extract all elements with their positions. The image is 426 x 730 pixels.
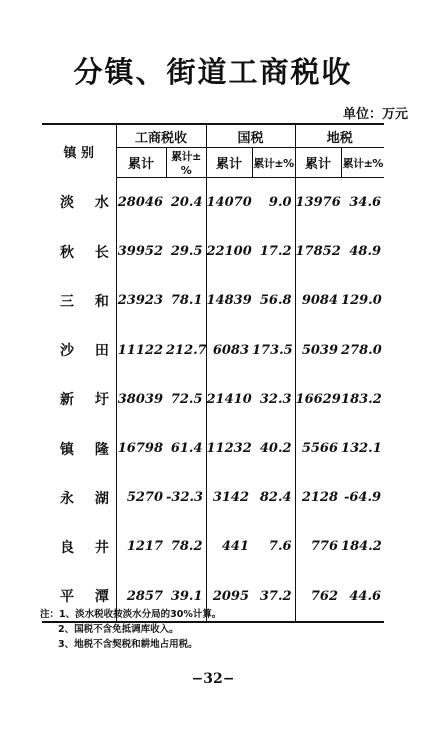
region-name-cell: 平 潭 [42,572,116,622]
page-number: −32− [191,671,235,687]
group-header-local: 地税 [295,124,384,148]
value-cell: 20.4 [170,195,203,211]
table-row [42,473,384,522]
col-header-cumulative: 累计 [206,148,252,178]
region-header: 镇 别 [42,124,116,178]
value-cell: 2857 [116,572,166,622]
table-row [42,424,384,473]
value-cell: 184.2 [341,539,382,555]
col-header-change: 累计±% [252,148,295,178]
value-cell: 40.2 [259,441,292,457]
table-row [42,375,384,424]
value-cell: 39.1 [166,572,206,622]
value-cell: 21410 [206,375,252,424]
value-cell: 44.6 [341,572,384,622]
group-header-total: 工商税收 [116,124,206,148]
value-cell: 72.5 [170,391,203,407]
value-cell: 34.6 [349,195,382,211]
region-name-cell: 永 湖 [60,490,117,507]
value-cell: 9084 [295,276,341,325]
value-cell: 78.1 [170,293,203,309]
value-cell: 22100 [206,227,252,276]
value-cell: 1217 [116,522,166,571]
value-cell: 11122 [116,326,166,375]
value-cell: 82.4 [259,490,292,506]
value-cell: 9.0 [268,195,292,211]
value-cell: 11232 [206,424,252,473]
value-cell: 28046 [116,178,166,228]
table-row [42,326,384,375]
footnote: 注：1、淡水税收按淡水分局的30%计算。 [40,609,222,620]
col-header-change: 累计±% [341,148,384,178]
region-name-cell: 秋 长 [60,244,117,261]
value-cell: 29.5 [170,244,203,260]
value-cell: 37.2 [252,572,295,622]
value-cell: 38039 [116,375,166,424]
table-row [42,227,384,276]
value-cell: 5566 [295,424,341,473]
region-name-cell: 淡 水 [60,195,117,212]
footnote: 3、地税不含契税和耕地占用税。 [58,639,198,650]
value-cell: 132.1 [341,441,382,457]
value-cell: 23923 [116,276,166,325]
value-cell: 5039 [295,326,341,375]
col-header-change: 累计±% [166,148,206,178]
value-cell: 16798 [116,424,166,473]
value-cell: 39952 [116,227,166,276]
region-name-cell: 镇 隆 [60,441,117,458]
value-cell: 17.2 [259,244,292,260]
col-header-cumulative: 累计 [116,148,166,178]
value-cell: 441 [206,522,252,571]
value-cell: 78.2 [170,539,203,555]
value-cell: 56.8 [259,293,292,309]
value-cell: 278.0 [341,342,382,358]
col-header-cumulative: 累计 [295,148,341,178]
unit-label: 单位：万元 [342,107,408,122]
value-cell: 129.0 [341,293,382,309]
region-name-cell: 沙 田 [60,343,117,360]
value-cell: -64.9 [343,490,382,506]
value-cell: 2095 [206,572,252,622]
footnote: 2、国税不含免抵调库收入。 [58,624,179,635]
value-cell: 14070 [206,178,252,228]
value-cell: 13976 [295,178,341,228]
table-row [42,178,384,228]
value-cell: 6083 [206,326,252,375]
value-cell: 48.9 [349,244,382,260]
value-cell: 3142 [206,473,252,522]
value-cell: 14839 [206,276,252,325]
value-cell: 17852 [295,227,341,276]
page-title: 分镇、街道工商税收 [73,55,353,89]
value-cell: 61.4 [170,441,203,457]
value-cell: 173.5 [252,342,293,358]
value-cell: 16629 [295,375,341,424]
region-name-cell: 新 圩 [60,392,117,409]
region-name-cell: 三 和 [60,293,117,310]
value-cell: 776 [295,522,341,571]
value-cell: 2128 [295,473,341,522]
value-cell: 183.2 [341,391,382,407]
value-cell: -32.3 [166,490,204,506]
value-cell: 5270 [116,473,166,522]
table-row [42,522,384,571]
table-row [42,276,384,325]
region-name-cell: 良 井 [60,539,117,556]
tax-table [42,123,384,623]
value-cell: 212.7 [166,342,207,358]
group-header-national: 国税 [206,124,295,148]
value-cell: 32.3 [259,391,292,407]
value-cell: 7.6 [268,539,292,555]
footnotes [40,607,221,652]
value-cell: 762 [295,572,341,622]
